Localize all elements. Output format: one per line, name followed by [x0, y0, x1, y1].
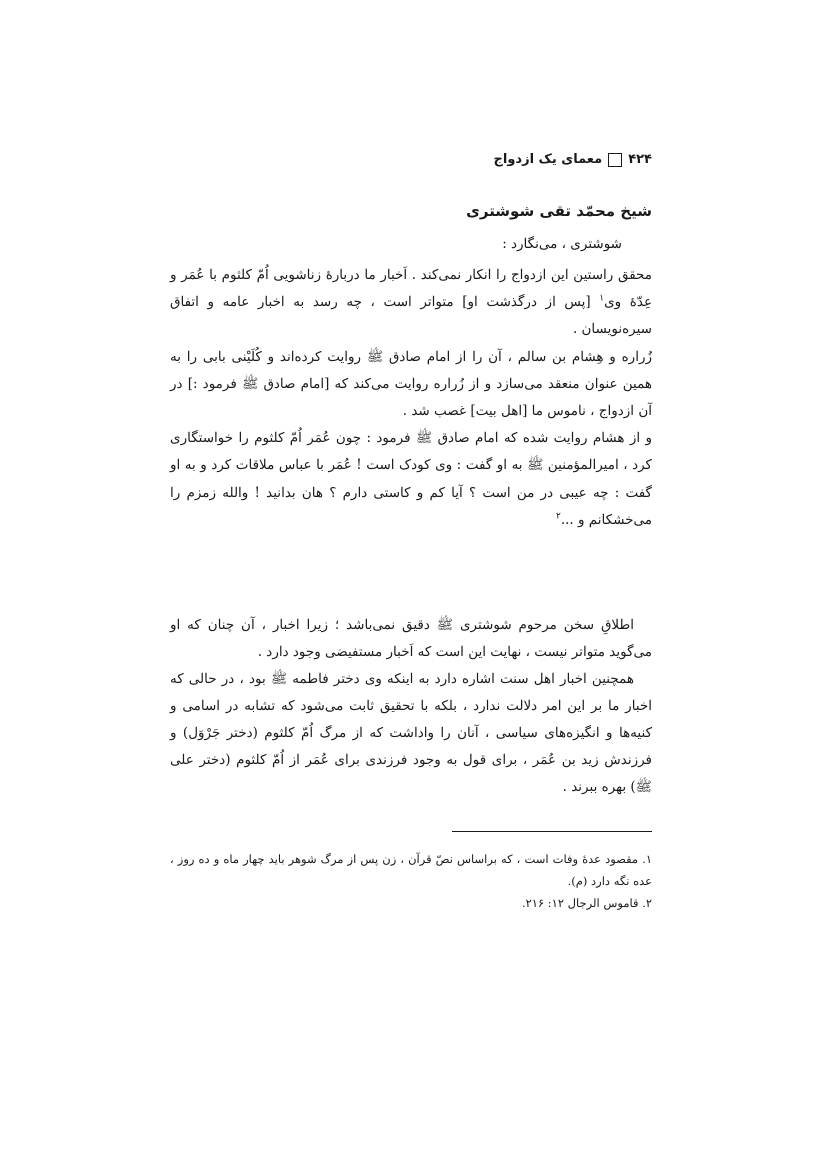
intro-line: شوشتری ، می‌نگارد :: [502, 236, 622, 252]
section-title: شیخ محمّد تقی شوشتری: [466, 202, 652, 220]
body-text: [170, 612, 652, 801]
book-title: معمای یک ازدواج: [493, 152, 603, 167]
quote-block: [170, 262, 652, 534]
quote-text: محقق راستین این ازدواج را انکار نمی‌کند . اَخبار ما دربارهٔ زناشویی اُمّ کلثوم با عُمَر و عِدّهٔ وی: [170, 267, 653, 311]
footnote-ref: ۲: [555, 511, 561, 522]
body-paragraph: همچنین اخبار اهل سنت اشاره دارد به اینکه وی دختر فاطمه ﷺ بود ، در حالی که اخبار ما بر این امر دلالت ندارد ، بلکه با تحقیق ثابت می‌شود که تشابه در اسامی و کنیه‌ها و انگیزه‌های سیاسی ، آنان را واداشت که از مرگ اُمّ کلثوم (دختر جَرْوَل) و فرزندش زید بن عُمَر ، برای قول به وجود فرزندی برای عُمَر از اُمّ کلثوم (دختر علی ﷺ) بهره ببرند .: [170, 671, 652, 795]
quote-text: و از هشام روایت شده که امام صادق ﷺ فرمود : چون عُمَر اُمّ کلثوم را خواستگاری کرد ، امیرالمؤمنین ﷺ به او گفت : وی کودک است ! عُمَر با عباس ملاقات کرد و به او گفت : چه عیبی در من است ؟ آیا کم و کاستی دارم ؟ هان بدانید ! والله زمزم را می‌خشکانم و ...: [170, 430, 652, 528]
body-paragraph: اطلاقِ سخن مرحوم شوشتری ﷺ دقیق نمی‌باشد ؛ زیرا اخبار ، آن چنان که او می‌گوید متواتر نیست ، نهایت این است که اَخبار مستفیضی وجود دارد .: [170, 617, 652, 660]
quote-text: [پس از درگذشت او] متواتر است ، چه رسد به اخبار عامه و اتفاق سیره‌نویسان .: [170, 294, 652, 338]
quote-paragraph: [170, 425, 652, 534]
book-page: [170, 0, 652, 1169]
page-number: ۴۲۴: [628, 152, 652, 167]
footnotes: [170, 848, 652, 914]
quote-paragraph: [170, 262, 652, 344]
quote-paragraph: زُراره و هِشام بن سالم ، آن را از امام صادق ﷺ روایت کرده‌اند و کُلَیْنی بابی را به همین عنوان منعقد می‌سازد و از زُراره روایت می‌کند که [امام صادق ﷺ فرمود :] در آن ازدواج ، ناموس ما [اهل بیت] غصب شد .: [170, 348, 652, 420]
footnote-divider: [452, 831, 652, 832]
footnote-ref: ۱: [599, 293, 605, 304]
running-header: [494, 152, 652, 167]
footnote-item: ۱. مقصود عدهٔ وفات است ، که براساس نصّ قرآن ، زن پس از مرگ شوهر باید چهار ماه و ده روز ، عده نگه دارد (م).: [170, 852, 652, 888]
footnote-item: ۲. قاموس الرجال ۱۲: ۲۱۶.: [521, 896, 652, 910]
header-box-icon: [608, 153, 622, 167]
